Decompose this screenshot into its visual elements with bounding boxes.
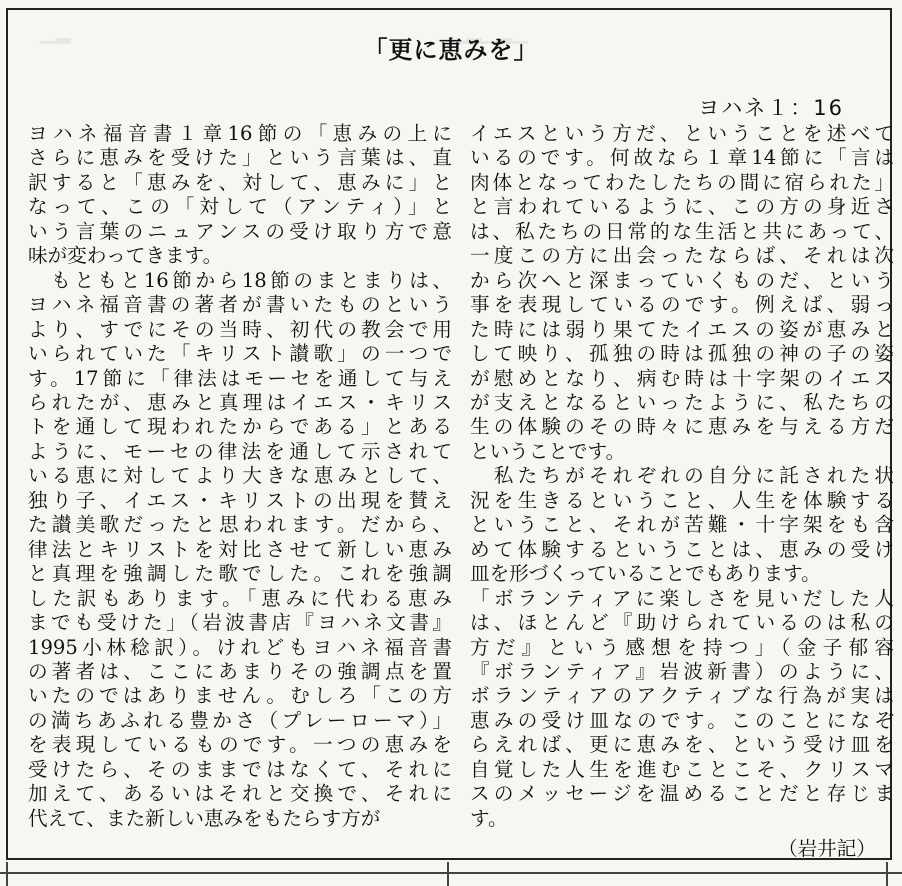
bottom-tick-right [886, 862, 888, 886]
text-line: の著者は、ここにあまりその強調点を置 [28, 659, 452, 683]
bottom-tick-middle [447, 862, 449, 886]
text-line: 独り子、イエス・キリストの出現を賛え [28, 488, 452, 512]
text-line: して映り、孤独の時は孤独の神の子の姿 [470, 342, 894, 366]
text-line: を表現しているものです。一つの恵みを [28, 733, 452, 757]
text-line: 恵みの受け皿なのです。このことになぞ [470, 708, 894, 732]
text-line: と言われているように、この方の身近さ [470, 195, 894, 219]
text-line: 皿を形づくっていることでもあります。 [470, 562, 821, 586]
text-line: もともと16節から18節のまとまりは、 [28, 268, 452, 292]
bottom-rule [0, 872, 902, 874]
text-line: らえれば、更に恵みを、という受け皿を [470, 733, 894, 757]
text-line: が支えとなるといったように、私たちの [470, 390, 894, 414]
text-line: 加えて、あるいはそれと交換で、それに [28, 782, 452, 806]
text-line: ということです。 [470, 439, 626, 463]
text-line: 「ボランティアに楽しさを見いだした人 [470, 586, 894, 610]
text-line: た讃美歌だったと思われます。だから、 [28, 513, 452, 537]
text-line: いたのではありません。むしろ「この方 [28, 684, 452, 708]
bottom-tick-left [6, 862, 8, 886]
text-line: 生の体験のその時々に恵みを与える方だ [470, 415, 894, 439]
text-line: 律法とキリストを対比させて新しい恵み [28, 537, 452, 561]
text-line: が慰めとなり、病む時は十字架のイエス [470, 366, 894, 390]
text-line: 1995小林稔訳）。けれどもヨハネ福音書 [28, 635, 452, 659]
text-line: いられていた「キリスト讃歌」の一つで [28, 342, 452, 366]
text-line: 肉体となってわたしたちの間に宿られた」 [470, 170, 894, 194]
text-line: めて体験するということは、恵みの受け [470, 537, 894, 561]
text-line: スのメッセージを温めることだと存じま [470, 782, 894, 806]
text-line: た時には弱り果てたイエスの姿が恵みと [470, 317, 894, 341]
text-line: イエスという方だ、ということを述べて [470, 122, 894, 145]
text-line: 『ボランティア』岩波新書）のように、 [470, 659, 894, 683]
text-line: と真理を強調した歌でした。これを強調 [28, 562, 452, 586]
text-line: した訳もあります。「恵みに代わる恵み [28, 586, 452, 610]
text-line: の満ちあふれる豊かさ（プレーローマ）」 [28, 708, 452, 732]
text-line: す。 [470, 806, 508, 830]
text-line: ヨハネ福音書の著者が書いたものという [28, 293, 452, 317]
author-signoff: （岩井記） [778, 837, 876, 860]
text-line: 況を生きるということ、人生を体験する [470, 488, 894, 512]
right-column [470, 122, 894, 831]
left-column [28, 122, 452, 831]
text-line: 訳すると「恵みを、対して、恵みに」と [28, 170, 452, 194]
text-line: は、私たちの日常的な生活と共にあって、 [470, 219, 894, 243]
text-line: より、すでにその当時、初代の教会で用 [28, 317, 452, 341]
text-line: 方だ』という感想を持つ」（金子郁容 [470, 635, 894, 659]
text-line: いう言葉のニュアンスの受け取り方で意 [28, 219, 452, 243]
text-line: トを通して現われたからである」とある [28, 415, 452, 439]
show-through-texture: ▁▂ ▁▂▁▂▁ [40, 20, 528, 44]
text-line: ヨハネ福音書１章16節の「恵みの上に [28, 122, 452, 145]
text-line: ように、モーセの律法を通して示されて [28, 439, 452, 463]
article-title: 「更に恵みを」 [363, 36, 539, 64]
text-line: 事を表現しているのです。例えば、弱っ [470, 293, 894, 317]
text-line: いるのです。何故なら１章14節に「言は [470, 146, 894, 170]
text-line: 私たちがそれぞれの自分に託された状 [470, 464, 894, 488]
text-line: ということ、それが苦難・十字架をも含 [470, 513, 894, 537]
text-line: 一度この方に出会ったならば、それは次 [470, 244, 894, 268]
text-line: られたが、恵みと真理はイエス・キリス [28, 390, 452, 414]
text-line: 自覚した人生を進むことこそ、クリスマ [470, 757, 894, 781]
text-line: までも受けた」（岩波書店『ヨハネ文書』 [28, 611, 452, 635]
text-line: なって、この「対して（アンティ）」と [28, 195, 452, 219]
scripture-reference: ヨハネ１：16 [698, 96, 844, 120]
text-line: いる恵に対してより大きな恵みとして、 [28, 464, 452, 488]
text-line: す。17節に「律法はモーセを通して与え [28, 366, 452, 390]
text-line: は、ほとんど『助けられているのは私の [470, 611, 894, 635]
text-line: ボランティアのアクティブな行為が実は [470, 684, 894, 708]
text-line: さらに恵みを受けた」という言葉は、直 [28, 146, 452, 170]
text-line: 味が変わってきます。 [28, 244, 223, 268]
text-line: 受けたら、そのままではなくて、それに [28, 757, 452, 781]
text-line: から次へと深まっていくものだ、という [470, 268, 894, 292]
text-line: 代えて、また新しい恵みをもたらす方が [28, 806, 381, 830]
